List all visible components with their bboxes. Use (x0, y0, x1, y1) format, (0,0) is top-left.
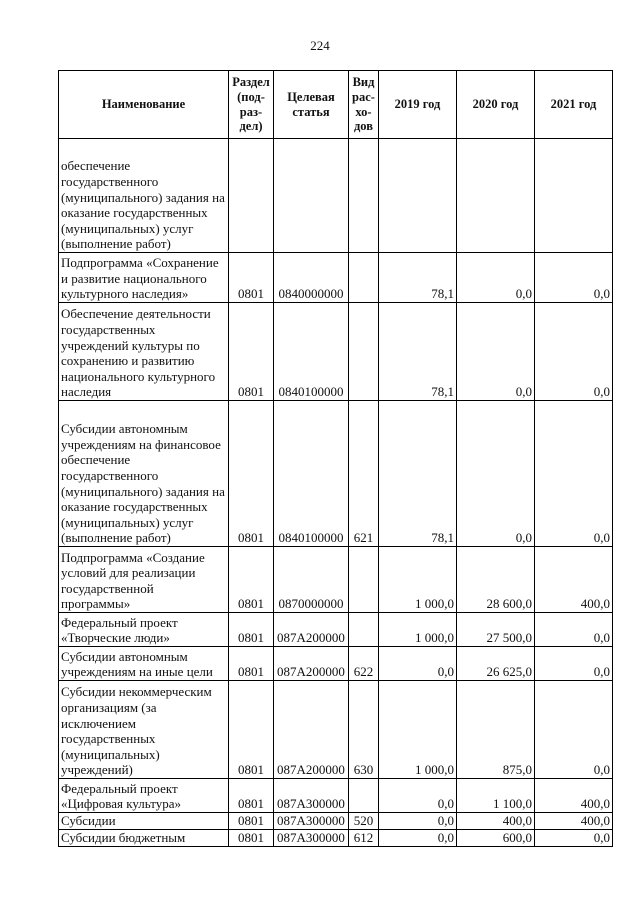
cell-2019: 1 000,0 (379, 547, 457, 613)
cell-article: 0840100000 (274, 401, 349, 547)
cell-section: 0801 (229, 613, 274, 647)
cell-kind: 520 (349, 813, 379, 830)
cell-article: 087A200000 (274, 681, 349, 779)
header-2021: 2021 год (535, 71, 613, 139)
cell-2020: 400,0 (457, 813, 535, 830)
cell-kind: 630 (349, 681, 379, 779)
cell-2019: 0,0 (379, 779, 457, 813)
cell-section: 0801 (229, 813, 274, 830)
table-row (59, 253, 613, 303)
header-2020: 2020 год (457, 71, 535, 139)
cell-2019: 0,0 (379, 813, 457, 830)
cell-name: Федеральный проект «Творческие люди» (59, 613, 229, 647)
cell-2020: 875,0 (457, 681, 535, 779)
header-kind: Вид рас-хо-дов (349, 71, 379, 139)
cell-kind: 612 (349, 830, 379, 847)
cell-2019: 0,0 (379, 830, 457, 847)
table-row (59, 303, 613, 401)
cell-2020: 0,0 (457, 303, 535, 401)
cell-article: 0870000000 (274, 547, 349, 613)
cell-article: 087A300000 (274, 779, 349, 813)
cell-name: Субсидии автономным учреждениям на финансовое обеспечение государственного (муниципального) задания на оказание государственных (муниципальных) услуг (выполнение работ) (59, 401, 229, 547)
cell-2019: 1 000,0 (379, 681, 457, 779)
cell-article (274, 139, 349, 253)
cell-name: Субсидии некоммерческим организациям (за исключением государственных (муниципальных) учреждений) (59, 681, 229, 779)
cell-2020 (457, 139, 535, 253)
table-row (59, 139, 613, 253)
cell-2020: 0,0 (457, 401, 535, 547)
cell-name: обеспечение государственного (муниципального) задания на оказание государственных (муниципальных) услуг (выполнение работ) (59, 139, 229, 253)
cell-section: 0801 (229, 401, 274, 547)
header-name: Наименование (59, 71, 229, 139)
table-header-row (59, 71, 613, 139)
table-row (59, 779, 613, 813)
cell-2021: 0,0 (535, 681, 613, 779)
page-number: 224 (310, 38, 330, 53)
cell-section: 0801 (229, 253, 274, 303)
table-row (59, 813, 613, 830)
cell-2021: 400,0 (535, 779, 613, 813)
cell-2020: 26 625,0 (457, 647, 535, 681)
cell-section (229, 139, 274, 253)
cell-2021 (535, 139, 613, 253)
header-section: Раздел (под-раз-дел) (229, 71, 274, 139)
cell-article: 087A300000 (274, 813, 349, 830)
cell-article: 087A300000 (274, 830, 349, 847)
header-2019: 2019 год (379, 71, 457, 139)
cell-kind (349, 613, 379, 647)
cell-2021: 0,0 (535, 253, 613, 303)
cell-section: 0801 (229, 681, 274, 779)
table-row (59, 681, 613, 779)
cell-2020: 600,0 (457, 830, 535, 847)
cell-kind (349, 547, 379, 613)
cell-section: 0801 (229, 830, 274, 847)
cell-name: Субсидии (59, 813, 229, 830)
cell-2021: 400,0 (535, 813, 613, 830)
cell-2021: 0,0 (535, 647, 613, 681)
cell-article: 0840000000 (274, 253, 349, 303)
cell-2019: 78,1 (379, 303, 457, 401)
cell-section: 0801 (229, 547, 274, 613)
table-row (59, 613, 613, 647)
budget-table (58, 70, 613, 847)
cell-2019: 78,1 (379, 253, 457, 303)
cell-article: 087A200000 (274, 647, 349, 681)
cell-2021: 0,0 (535, 830, 613, 847)
cell-2021: 400,0 (535, 547, 613, 613)
cell-kind (349, 779, 379, 813)
cell-name: Федеральный проект «Цифровая культура» (59, 779, 229, 813)
cell-kind (349, 303, 379, 401)
cell-kind (349, 139, 379, 253)
cell-kind: 622 (349, 647, 379, 681)
cell-2019: 1 000,0 (379, 613, 457, 647)
cell-2020: 1 100,0 (457, 779, 535, 813)
cell-name: Обеспечение деятельности государственных учреждений культуры по сохранению и развитию национального культурного наследия (59, 303, 229, 401)
cell-2019: 78,1 (379, 401, 457, 547)
cell-kind (349, 253, 379, 303)
cell-name: Подпрограмма «Создание условий для реализации государственной программы» (59, 547, 229, 613)
cell-2020: 0,0 (457, 253, 535, 303)
header-article: Целевая статья (274, 71, 349, 139)
cell-2020: 28 600,0 (457, 547, 535, 613)
cell-2021: 0,0 (535, 613, 613, 647)
cell-2020: 27 500,0 (457, 613, 535, 647)
cell-name: Субсидии бюджетным (59, 830, 229, 847)
cell-2019: 0,0 (379, 647, 457, 681)
cell-2021: 0,0 (535, 401, 613, 547)
cell-section: 0801 (229, 647, 274, 681)
cell-2021: 0,0 (535, 303, 613, 401)
table-row (59, 547, 613, 613)
table-row (59, 647, 613, 681)
cell-section: 0801 (229, 779, 274, 813)
cell-section: 0801 (229, 303, 274, 401)
table-row (59, 830, 613, 847)
cell-article: 0840100000 (274, 303, 349, 401)
cell-article: 087A200000 (274, 613, 349, 647)
cell-kind: 621 (349, 401, 379, 547)
cell-2019 (379, 139, 457, 253)
cell-name: Подпрограмма «Сохранение и развитие национального культурного наследия» (59, 253, 229, 303)
cell-name: Субсидии автономным учреждениям на иные цели (59, 647, 229, 681)
table-row (59, 401, 613, 547)
